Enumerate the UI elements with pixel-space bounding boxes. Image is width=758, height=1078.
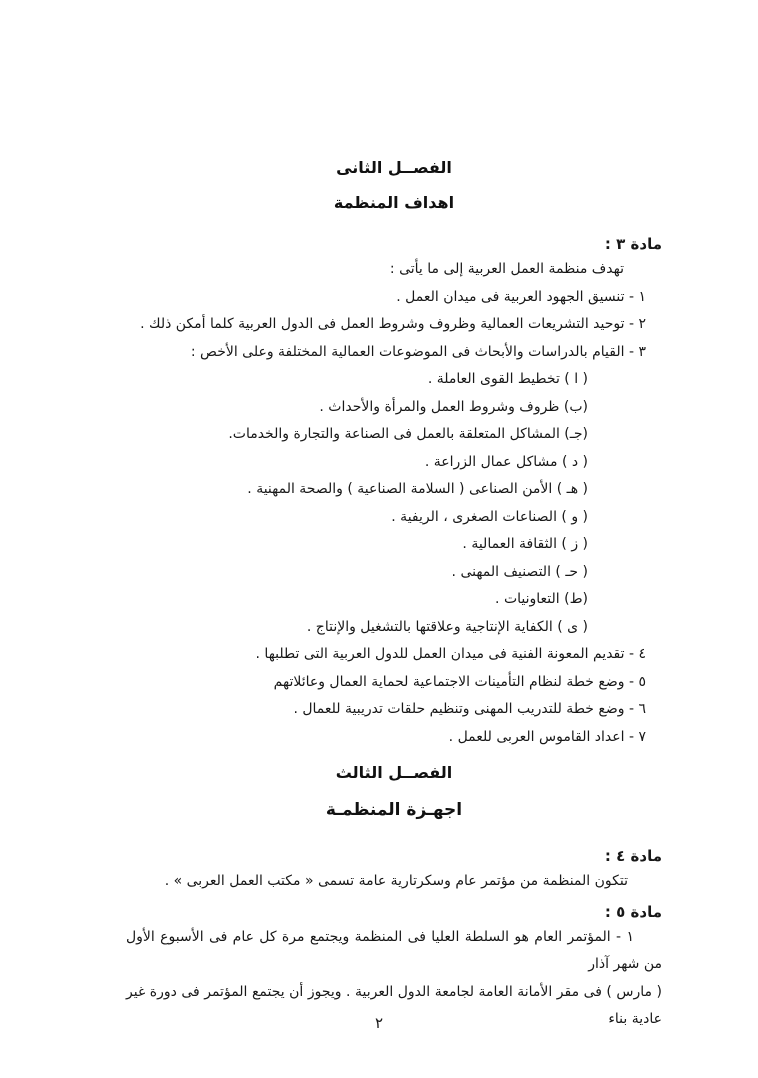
article-4-body: تتكون المنظمة من مؤتمر عام وسكرتارية عامة تسمى « مكتب العمل العربى » . [164, 873, 628, 889]
article-3-subitem-zay: ( ز ) الثقافة العمالية . [462, 536, 588, 552]
article-3-subitem-ya: ( ى ) الكفاية الإنتاجية وعلاقتها بالتشغيل والإنتاج . [306, 618, 588, 635]
page-number: ٢ [374, 1014, 384, 1032]
chapter-three-title: الفصــل الثالث [335, 763, 453, 782]
article-3-item-7: ٧ - اعداد القاموس العربى للعمل . [448, 728, 646, 745]
chapter-three-subtitle: اجهـزة المنظمـة [325, 800, 463, 820]
article-5-label: مادة ٥ : [604, 902, 662, 921]
article-3-label: مادة ٣ : [604, 235, 662, 253]
article-3-subitem-tta: (ط) التعاونيات . [495, 591, 588, 607]
article-5-line-1: ١ - المؤتمر العام هو السلطة العليا فى المنظمة ويجتمع مرة كل عام فى الأسبوع الأول من شهر آذار [126, 928, 662, 972]
article-3-subitem-dal: ( د ) مشاكل عمال الزراعة . [424, 453, 588, 470]
article-3-item-2: ٢ - توحيد التشريعات العمالية وظروف وشروط العمل فى الدول العربية كلما أمكن ذلك . [140, 316, 646, 332]
article-3-item-4: ٤ - تقديم المعونة الفنية فى ميدان العمل للدول العربية التى تطلبها . [255, 646, 646, 662]
article-3-subitem-ha: ( هـ ) الأمن الصناعى ( السلامة الصناعية ) والصحة المهنية . [247, 481, 588, 497]
article-3-intro: تهدف منظمة العمل العربية إلى ما يأتى : [389, 261, 624, 277]
article-3-subitem-jim: (جـ) المشاكل المتعلقة بالعمل فى الصناعة والتجارة والخدمات. [228, 426, 588, 442]
article-3-subitem-alef: ( ا ) تخطيط القوى العاملة . [427, 371, 588, 387]
page-content [126, 158, 662, 1034]
article-5-line-2: ( مارس ) فى مقر الأمانة العامة لجامعة الدول العربية . ويجوز أن يجتمع المؤتمر فى دورة غير عادية بناء [126, 983, 662, 1027]
article-3-subitem-hha: ( حـ ) التصنيف المهنى . [451, 563, 588, 580]
article-3-subitem-ba: (ب) ظروف وشروط العمل والمرأة والأحداث . [319, 398, 588, 415]
article-3-item-6: ٦ - وضع خطة للتدريب المهنى وتنظيم حلقات تدريبية للعمال . [293, 701, 646, 717]
article-4-label: مادة ٤ : [604, 847, 662, 865]
chapter-two-title: الفصــل الثانى [336, 158, 452, 177]
article-3-item-3: ٣ - القيام بالدراسات والأبحاث فى الموضوعات العمالية المختلفة وعلى الأخص : [190, 343, 646, 360]
article-3-item-5: ٥ - وضع خطة لنظام التأمينات الاجتماعية لحماية العمال وعائلاتهم [273, 673, 646, 690]
article-3-item-1: ١ - تنسيق الجهود العربية فى ميدان العمل . [396, 288, 646, 305]
article-3-subitem-waw: ( و ) الصناعات الصغرى ، الريفية . [391, 508, 588, 525]
chapter-two-subtitle: اهداف المنظمة [333, 193, 455, 212]
